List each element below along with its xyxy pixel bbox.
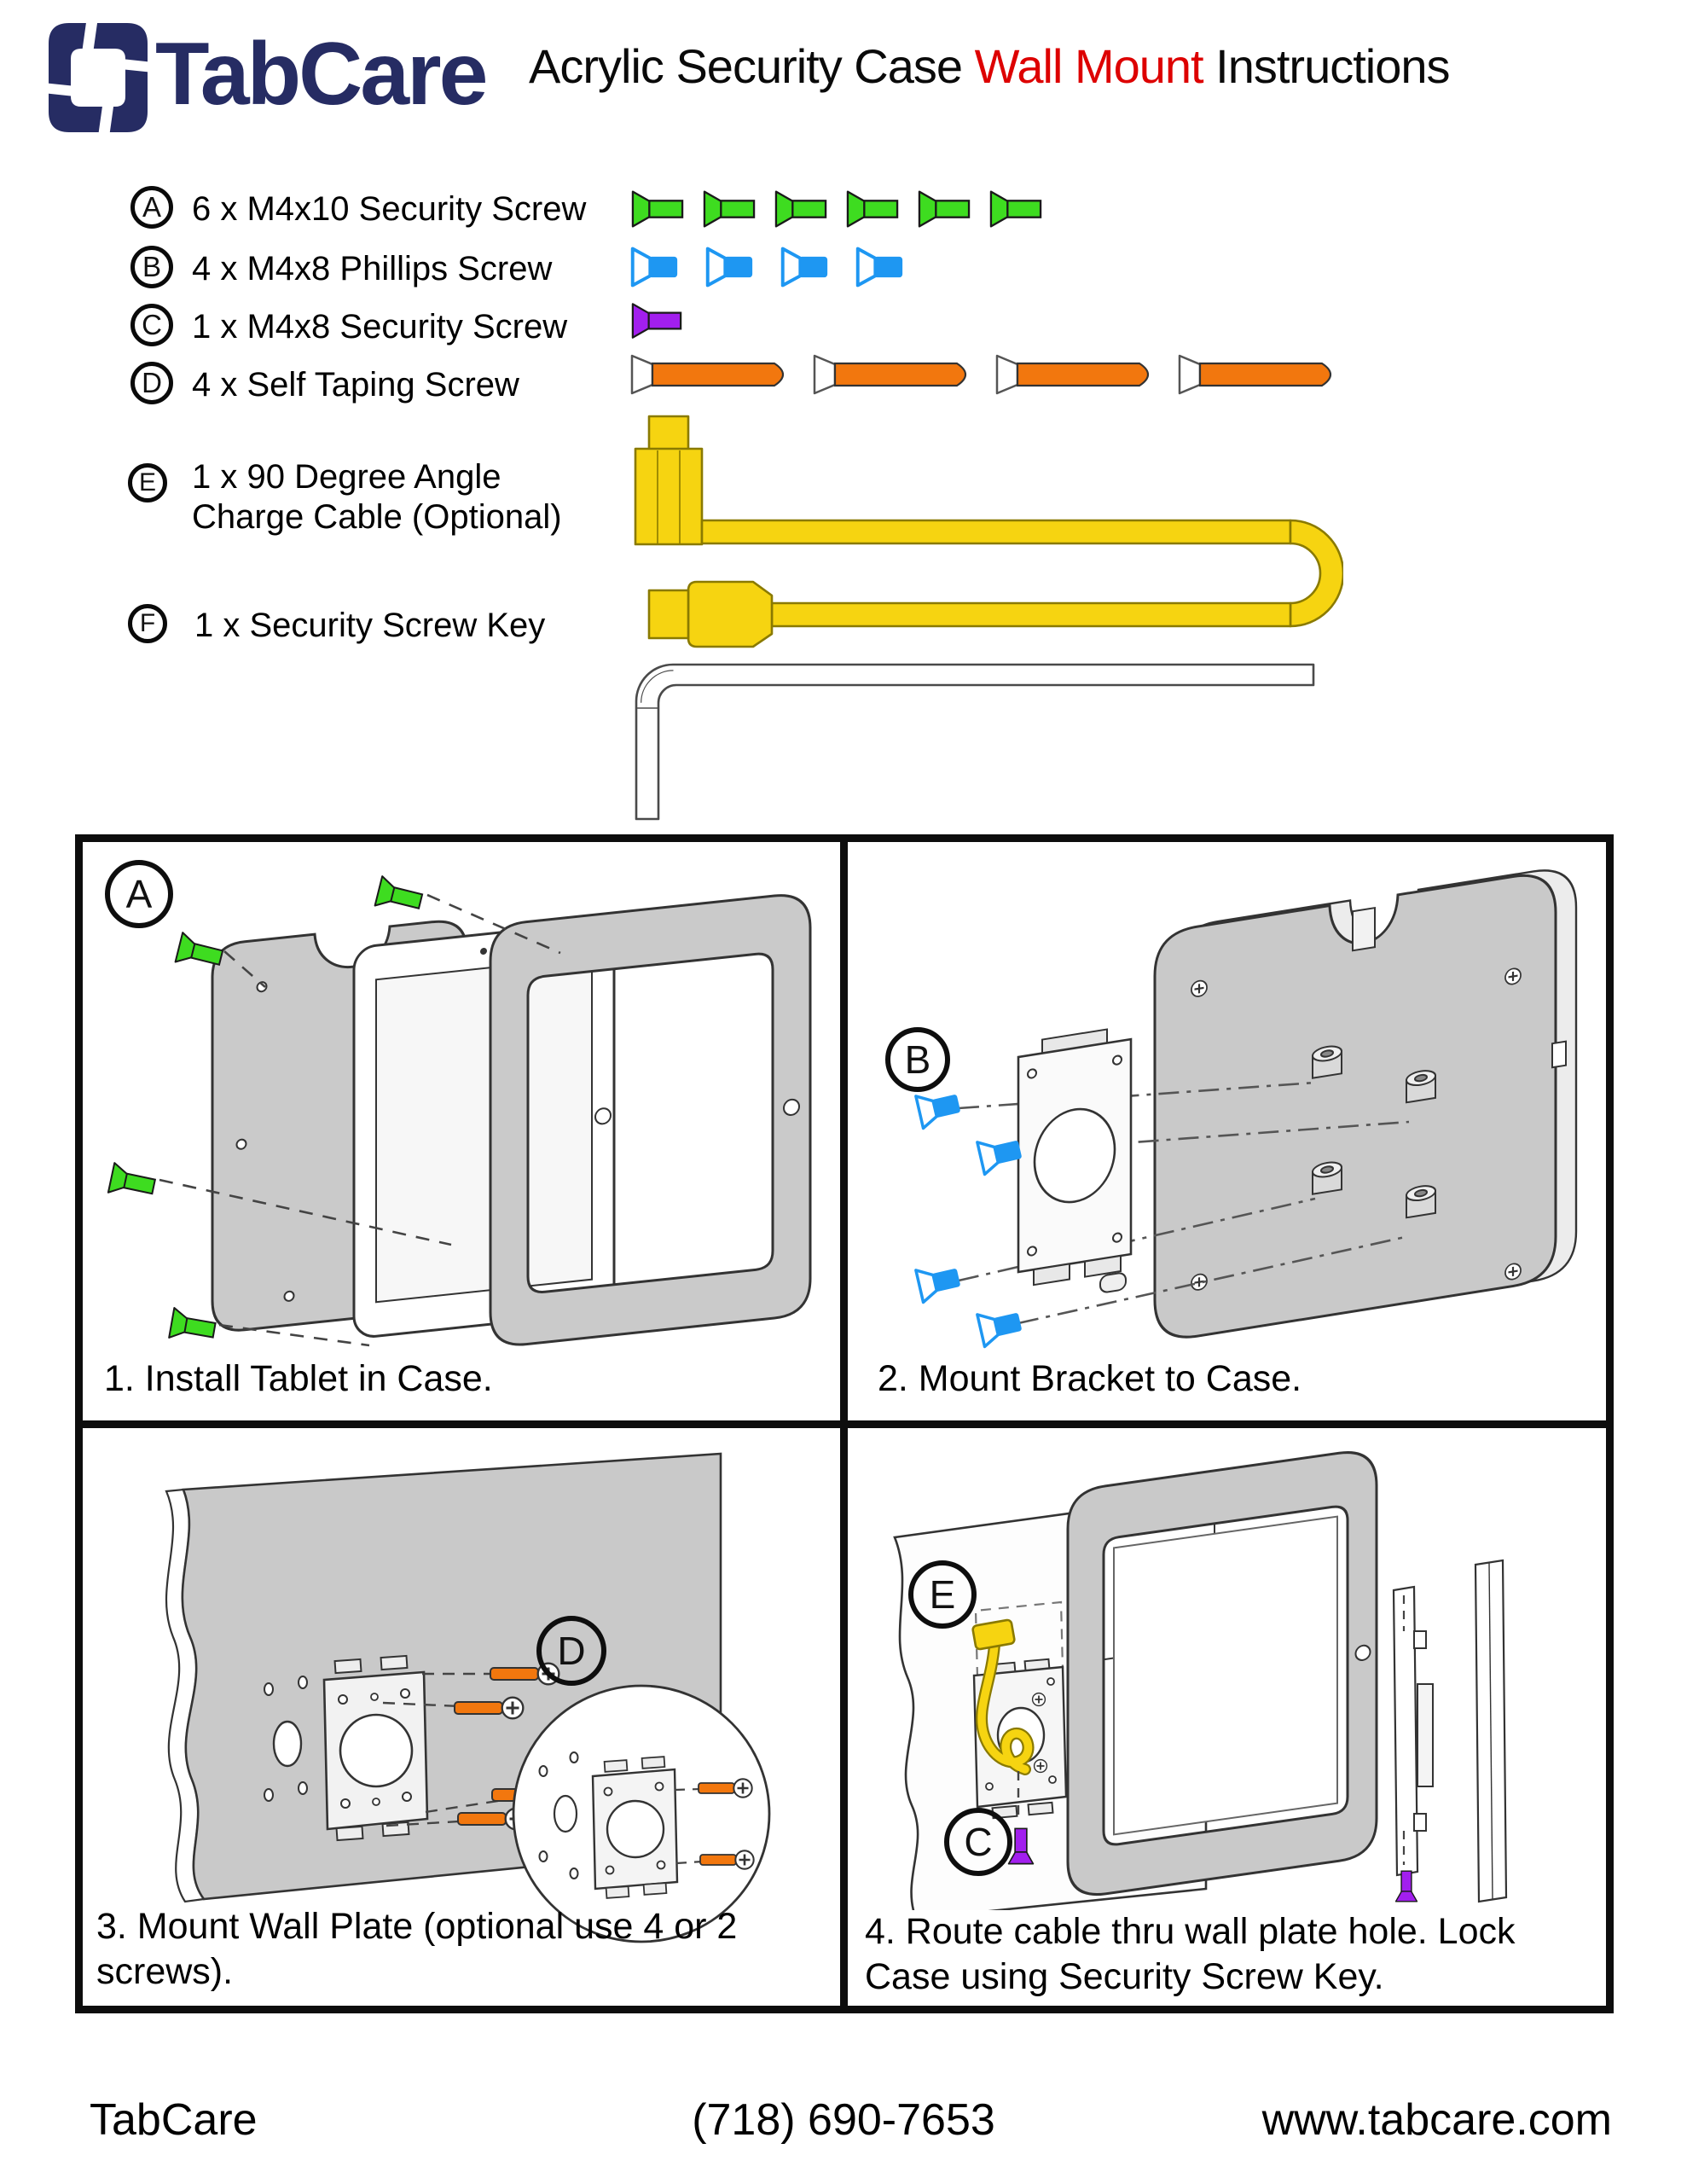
step3-marker: [536, 1616, 606, 1686]
part-letter-b: B: [142, 251, 161, 282]
step3-caption: 3. Mount Wall Plate (optional use 4 or 2 screws).: [96, 1906, 738, 1992]
step1-illustration: [83, 842, 840, 1362]
part-badge-f: [128, 604, 167, 643]
tabcare-logo-icon: [47, 21, 149, 134]
part-badge-a: [130, 186, 173, 229]
step-panel-1: [83, 842, 840, 1420]
step4-marker-c-letter: C: [964, 1820, 993, 1864]
self-taping-screw-icons: [629, 352, 1344, 397]
step3-marker-letter: D: [557, 1629, 586, 1673]
angle-charge-cable-icon: [627, 411, 1343, 660]
step1-marker-letter: A: [125, 872, 153, 916]
step3-illustration: [83, 1428, 840, 1957]
part-letter-f: F: [139, 609, 156, 637]
grid-horizontal-divider: [75, 1420, 1614, 1428]
step1-marker: [105, 860, 173, 928]
phillips-screw-icon: [855, 244, 904, 290]
part-label-d: 4 x Self Taping Screw: [192, 366, 519, 404]
step-panel-2: [848, 842, 1607, 1420]
title-highlight: Wall Mount: [974, 39, 1203, 93]
step2-illustration: [848, 842, 1607, 1362]
part-label-f: 1 x Security Screw Key: [194, 607, 546, 644]
security-screw-icon: [846, 187, 899, 231]
security-screw-icon: [703, 187, 756, 231]
step2-marker: [885, 1027, 950, 1092]
part-label-a: 6 x M4x10 Security Screw: [192, 190, 587, 228]
security-screw-purple-icon: [631, 300, 682, 341]
phillips-screw-m4x8-icons: [629, 244, 904, 290]
footer-phone: (718) 690-7653: [692, 2095, 995, 2145]
step2-caption: 2. Mount Bracket to Case.: [878, 1358, 1302, 1399]
step-panel-4: [848, 1428, 1607, 2007]
part-label-b: 4 x M4x8 Phillips Screw: [192, 250, 553, 288]
part-badge-c: [130, 304, 173, 346]
page-title: [529, 38, 1450, 94]
brand-wordmark: TabCare: [155, 25, 486, 124]
self-taping-screw-icon: [629, 352, 797, 397]
part-badge-e: [128, 463, 167, 502]
self-taping-screw-icon: [1177, 352, 1344, 397]
step-panel-3: [83, 1428, 840, 2007]
security-screw-key-icon: [627, 657, 1326, 828]
part-letter-e: E: [138, 468, 156, 497]
part-letter-d: D: [142, 367, 162, 398]
security-screw-m4x8-icons: [631, 300, 682, 341]
security-screw-icon: [774, 187, 827, 231]
part-badge-b: [130, 246, 173, 288]
self-taping-screw-icon: [812, 352, 979, 397]
step4-caption: 4. Route cable thru wall plate hole. Lock Case using Security Screw Key.: [865, 1911, 1516, 1997]
security-screw-m4x10-icons: [631, 187, 1042, 231]
title-suffix: Instructions: [1203, 39, 1450, 93]
part-letter-a: A: [142, 191, 161, 223]
part-badge-d: [130, 362, 173, 404]
step4-marker-e: [908, 1560, 977, 1629]
part-letter-c: C: [142, 309, 162, 340]
step4-marker-c: [944, 1808, 1012, 1876]
phillips-screw-icon: [704, 244, 754, 290]
self-taping-screw-icon: [994, 352, 1162, 397]
phillips-screw-icon: [780, 244, 829, 290]
footer-website: www.tabcare.com: [1261, 2095, 1612, 2145]
step4-marker-e-letter: E: [929, 1572, 956, 1617]
title-prefix: Acrylic Security Case: [529, 39, 975, 93]
security-screw-icon: [989, 187, 1042, 231]
security-screw-icon: [918, 187, 971, 231]
footer-brand: TabCare: [90, 2095, 258, 2145]
step1-caption: 1. Install Tablet in Case.: [104, 1358, 493, 1399]
phillips-screw-icon: [629, 244, 679, 290]
part-label-e: 1 x 90 Degree Angle Charge Cable (Optional): [192, 458, 562, 536]
part-label-c: 1 x M4x8 Security Screw: [192, 308, 568, 346]
security-screw-icon: [631, 187, 684, 231]
step2-marker-letter: B: [904, 1037, 931, 1082]
